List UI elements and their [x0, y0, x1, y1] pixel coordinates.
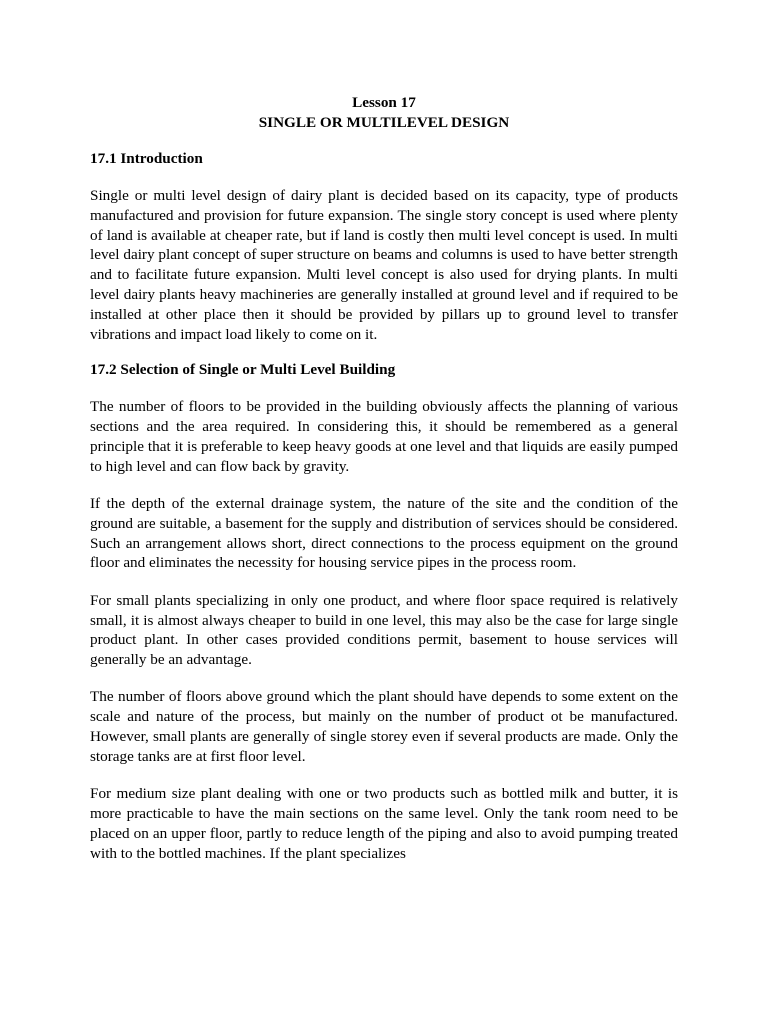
- lesson-title: SINGLE OR MULTILEVEL DESIGN: [258, 114, 510, 131]
- paragraph: The number of floors to be provided in the building obviously affects the planning of various sections and the area required. In considering this, it should be remembered as a general principle that it is preferable to keep heavy goods at one level and that liquids are easily pumped to high level and can flow back by gravity.: [90, 398, 678, 475]
- paragraph: The number of floors above ground which the plant should have depends to some extent on the scale and nature of the process, but mainly on the number of product ot be manufactured. However, small plants are generally of single storey even if several products are made. Only the storage tanks are at first floor level.: [90, 688, 678, 765]
- section-heading-introduction: 17.1 Introduction: [90, 150, 203, 167]
- lesson-header: [90, 93, 678, 133]
- paragraph: If the depth of the external drainage system, the nature of the site and the condition of the ground are suitable, a basement for the supply and distribution of services should be considered. Such an arrangement allows short, direct connections to the process equipment on the ground floor and eliminates the necessity for housing service pipes in the process room.: [90, 495, 678, 572]
- section-heading-selection: 17.2 Selection of Single or Multi Level Building: [90, 361, 396, 379]
- lesson-number: Lesson 17: [352, 94, 416, 111]
- paragraph: For small plants specializing in only one product, and where floor space required is relatively small, it is almost always cheaper to build in one level, this may also be the case for large single product plant. In other cases provided conditions permit, basement to house services will generally be an advantage.: [90, 591, 678, 669]
- paragraph: Single or multi level design of dairy plant is decided based on its capacity, type of products manufactured and provision for future expansion. The single story concept is used where plenty of land is available at cheaper rate, but if land is costly then multi level concept is used. In multi level dairy plant concept of super structure on beams and columns is used to have better strength and to facilitate future expansion. Multi level concept is also used for drying plants. In multi level dairy plants heavy machineries are generally installed at ground level and if required to be installed at other place then it should be provided by pillars up to ground level to transfer vibrations and impact load likely to come on it.: [90, 187, 678, 343]
- paragraph: For medium size plant dealing with one or two products such as bottled milk and butter, it is more practicable to have the main sections on the same level. Only the tank room need to be placed on an upper floor, partly to reduce length of the piping and also to avoid pumping treated with to the bottled machines. If the plant specializes: [90, 785, 678, 862]
- document-page: [90, 93, 678, 863]
